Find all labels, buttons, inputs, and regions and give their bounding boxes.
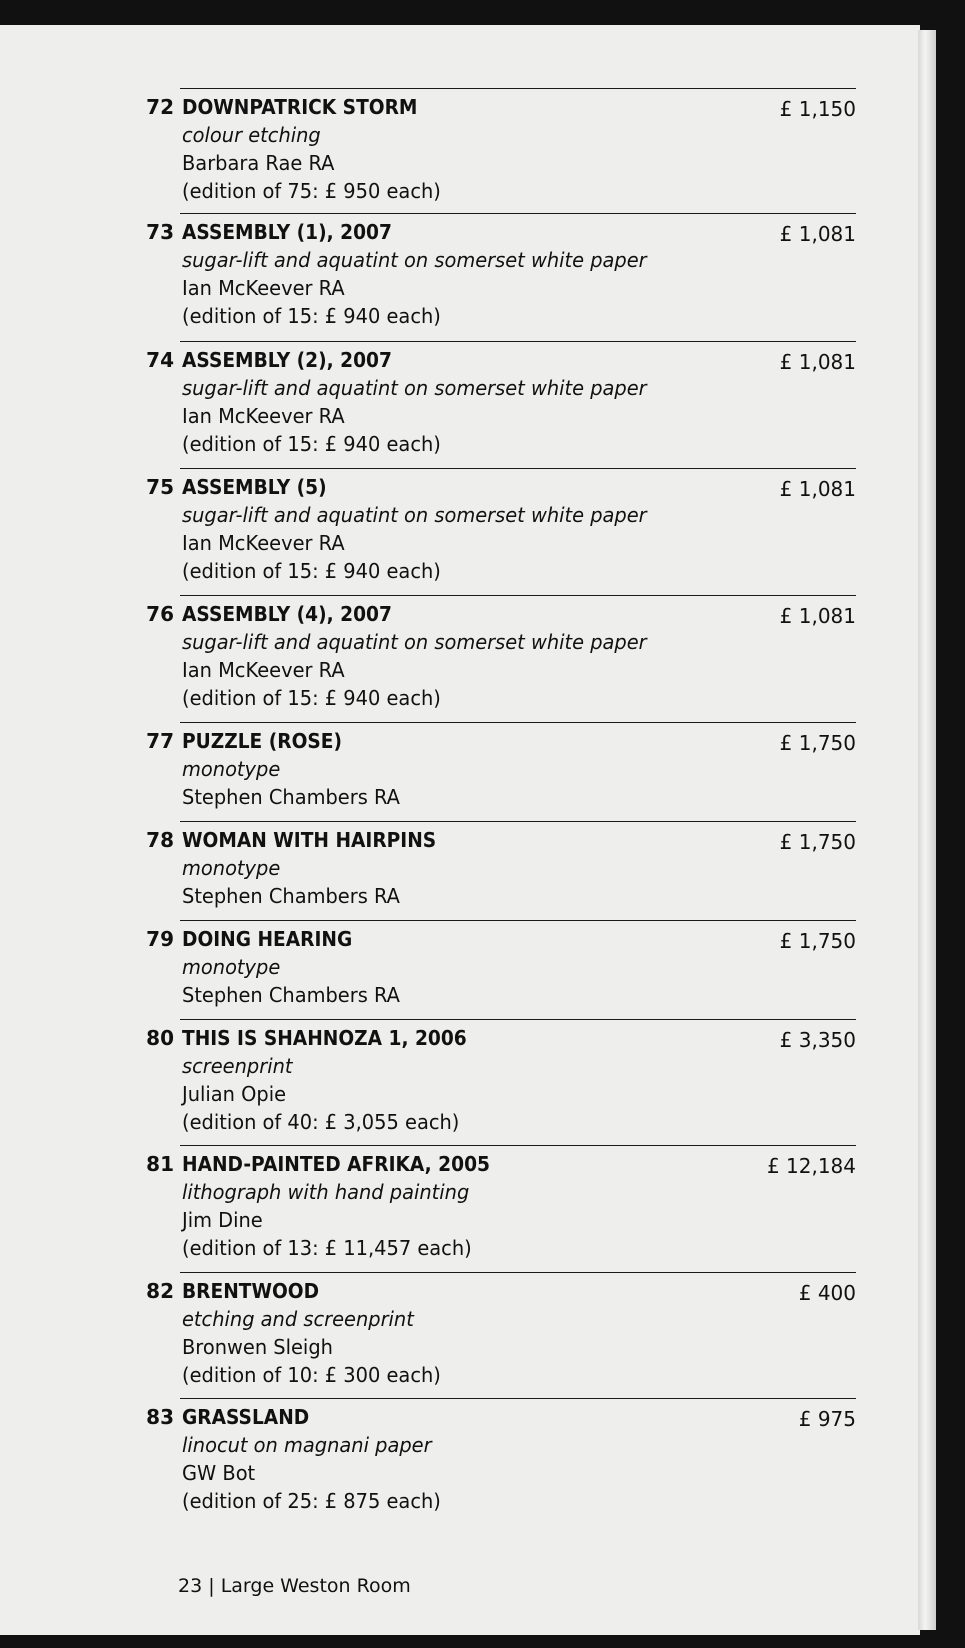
entry-medium: linocut on magnani paper	[182, 1433, 432, 1457]
room-name: Large Weston Room	[220, 1575, 411, 1597]
entry-price: £ 1,750	[779, 929, 856, 953]
entry-title: ASSEMBLY (4), 2007	[182, 602, 392, 626]
catalogue-entry	[146, 722, 856, 821]
page-number: 23	[178, 1575, 203, 1597]
entry-artist: Ian McKeever RA	[182, 404, 345, 428]
entry-edition: (edition of 40: £ 3,055 each)	[182, 1110, 460, 1134]
entry-number: 78	[146, 828, 174, 852]
entry-artist: Stephen Chambers RA	[182, 983, 400, 1007]
entry-artist: Stephen Chambers RA	[182, 785, 400, 809]
entry-edition: (edition of 15: £ 940 each)	[182, 432, 441, 456]
catalogue-entry	[146, 920, 856, 1019]
entry-number: 75	[146, 475, 174, 499]
entry-edition: (edition of 15: £ 940 each)	[182, 559, 441, 583]
entry-title: THIS IS SHAHNOZA 1, 2006	[182, 1026, 467, 1050]
entry-artist: Bronwen Sleigh	[182, 1335, 333, 1359]
entry-edition: (edition of 25: £ 875 each)	[182, 1489, 441, 1513]
entry-artist: Julian Opie	[182, 1082, 287, 1106]
entry-price: £ 3,350	[779, 1028, 856, 1052]
entry-title: GRASSLAND	[182, 1405, 310, 1429]
entry-price: £ 1,081	[779, 222, 856, 246]
entry-title: ASSEMBLY (2), 2007	[182, 348, 392, 372]
entry-edition: (edition of 10: £ 300 each)	[182, 1363, 441, 1387]
entry-artist: Ian McKeever RA	[182, 658, 345, 682]
entry-title: BRENTWOOD	[182, 1279, 320, 1303]
entry-title: PUZZLE (ROSE)	[182, 729, 342, 753]
entry-price: £ 975	[798, 1407, 856, 1431]
entry-medium: sugar-lift and aquatint on somerset white paper	[182, 248, 647, 272]
catalogue-entry	[146, 595, 856, 722]
entry-title: WOMAN WITH HAIRPINS	[182, 828, 437, 852]
entry-price: £ 12,184	[766, 1154, 856, 1178]
entry-number: 80	[146, 1026, 174, 1050]
entry-number: 72	[146, 95, 174, 119]
entry-artist: Stephen Chambers RA	[182, 884, 400, 908]
entry-number: 83	[146, 1405, 174, 1429]
entry-medium: sugar-lift and aquatint on somerset white paper	[182, 503, 647, 527]
catalogue-entry	[146, 213, 856, 341]
entry-medium: etching and screenprint	[182, 1307, 414, 1331]
entry-edition: (edition of 15: £ 940 each)	[182, 304, 441, 328]
catalogue-page	[0, 25, 920, 1635]
catalogue-entry	[146, 1272, 856, 1398]
entry-medium: colour etching	[182, 123, 321, 147]
entry-title: ASSEMBLY (1), 2007	[182, 220, 392, 244]
catalogue-entry	[146, 821, 856, 920]
entry-number: 81	[146, 1152, 174, 1176]
entry-medium: sugar-lift and aquatint on somerset white paper	[182, 376, 647, 400]
catalogue-entry	[146, 88, 856, 213]
entry-artist: Ian McKeever RA	[182, 276, 345, 300]
entry-title: ASSEMBLY (5)	[182, 475, 327, 499]
catalogue-entry	[146, 1398, 856, 1524]
entry-title: DOWNPATRICK STORM	[182, 95, 418, 119]
entry-artist: Jim Dine	[182, 1208, 263, 1232]
catalogue-entry	[146, 1145, 856, 1272]
entry-medium: sugar-lift and aquatint on somerset white paper	[182, 630, 647, 654]
entry-artist: Barbara Rae RA	[182, 151, 335, 175]
entry-edition: (edition of 75: £ 950 each)	[182, 179, 441, 203]
entry-edition: (edition of 13: £ 11,457 each)	[182, 1236, 472, 1260]
entry-number: 77	[146, 729, 174, 753]
entry-number: 73	[146, 220, 174, 244]
entry-price: £ 400	[798, 1281, 856, 1305]
entry-price: £ 1,150	[779, 97, 856, 121]
entry-title: HAND-PAINTED AFRIKA, 2005	[182, 1152, 490, 1176]
entry-price: £ 1,081	[779, 350, 856, 374]
catalogue-entry	[146, 468, 856, 595]
entry-title: DOING HEARING	[182, 927, 353, 951]
entry-medium: lithograph with hand painting	[182, 1180, 470, 1204]
entry-number: 76	[146, 602, 174, 626]
entry-price: £ 1,750	[779, 830, 856, 854]
entry-number: 74	[146, 348, 174, 372]
page-block-edge	[918, 30, 936, 1630]
catalogue-entry	[146, 341, 856, 468]
entry-medium: screenprint	[182, 1054, 293, 1078]
entry-number: 82	[146, 1279, 174, 1303]
entry-medium: monotype	[182, 856, 281, 880]
footer-separator: |	[208, 1575, 215, 1597]
catalogue-entry	[146, 1019, 856, 1145]
entry-artist: Ian McKeever RA	[182, 531, 345, 555]
entry-price: £ 1,081	[779, 477, 856, 501]
entry-medium: monotype	[182, 955, 281, 979]
entry-price: £ 1,081	[779, 604, 856, 628]
entry-medium: monotype	[182, 757, 281, 781]
page-footer	[178, 1575, 411, 1597]
entry-artist: GW Bot	[182, 1461, 256, 1485]
entry-number: 79	[146, 927, 174, 951]
entry-price: £ 1,750	[779, 731, 856, 755]
entry-edition: (edition of 15: £ 940 each)	[182, 686, 441, 710]
